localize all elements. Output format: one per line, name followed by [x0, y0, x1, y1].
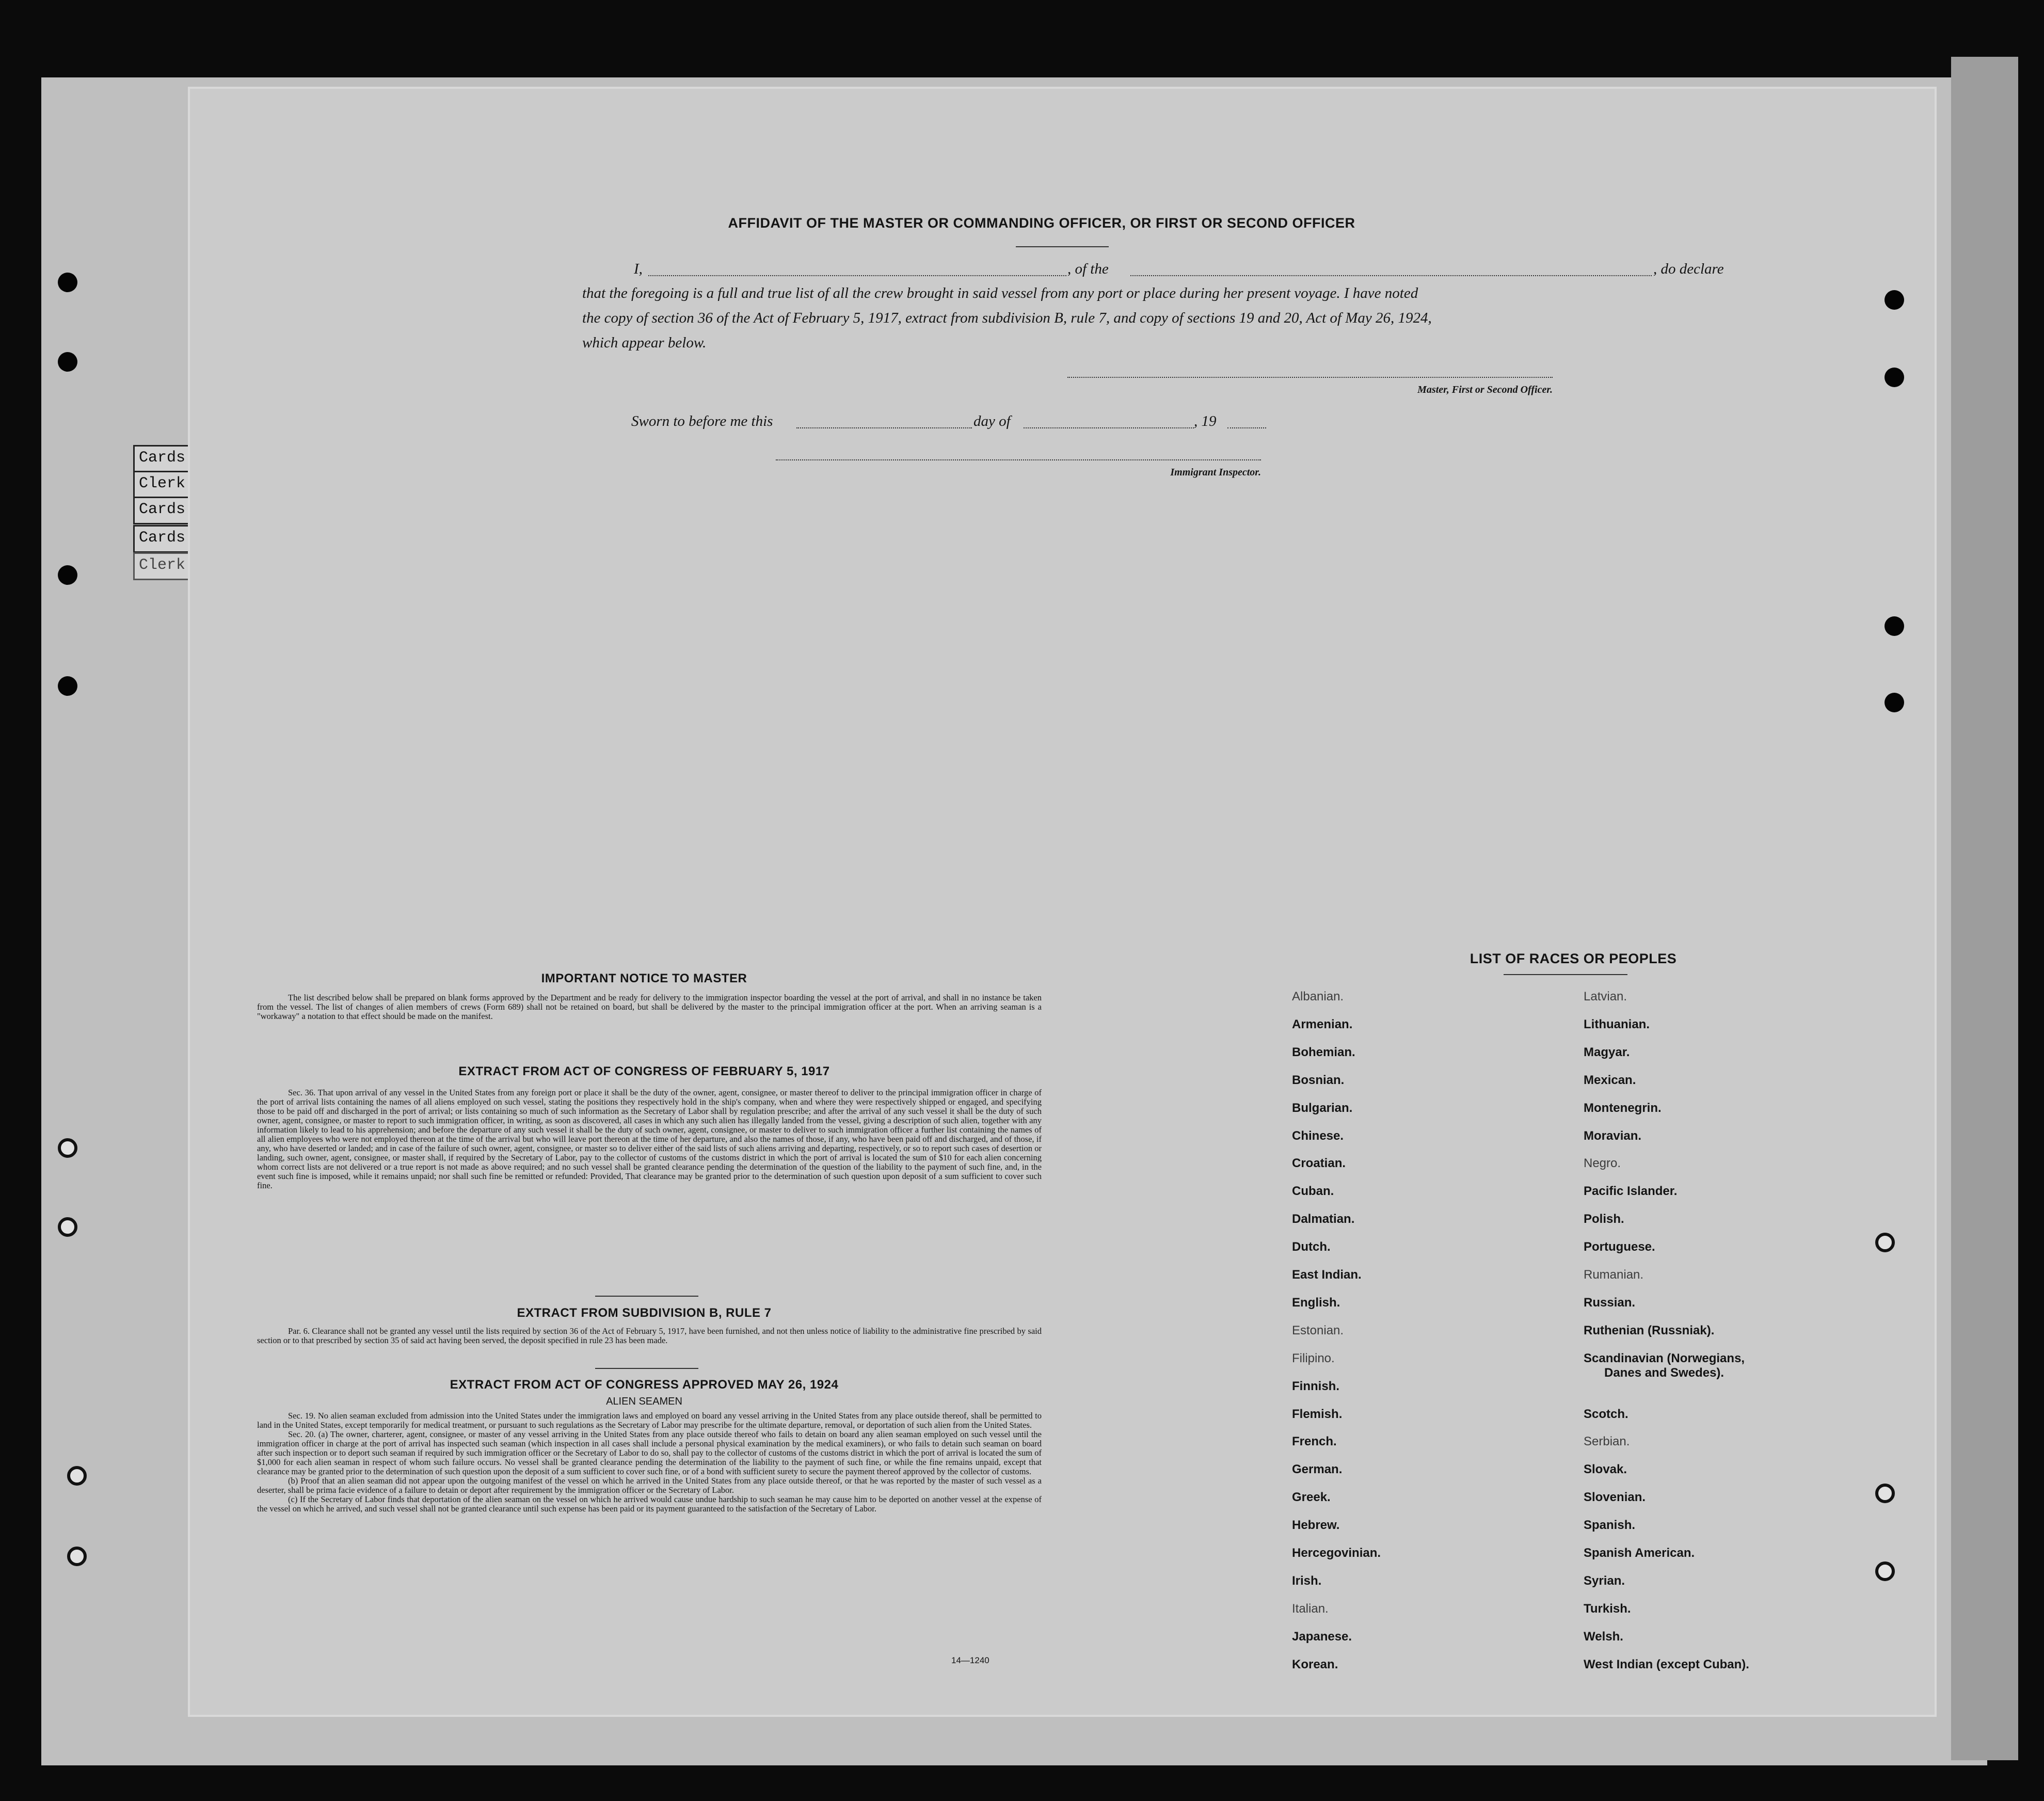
race-item: Welsh. [1584, 1629, 1623, 1644]
race-item-continuation: Danes and Swedes). [1604, 1365, 1724, 1380]
index-tab: Clerk [133, 552, 202, 580]
race-item: Bosnian. [1292, 1073, 1345, 1087]
race-item: Finnish. [1292, 1379, 1339, 1393]
index-tab: Cards [133, 445, 202, 473]
affidavit-text: the copy of section 36 of the Act of February 5, 1917, extract from subdivision B, rule 7, and copy of sections 19 and 20, Act of May 26, 1924, [582, 310, 1432, 326]
vessel-blank [1130, 275, 1652, 276]
race-item: Armenian. [1292, 1017, 1353, 1031]
binder-hole [1875, 1561, 1895, 1581]
extract-1917-text [257, 1088, 1042, 1190]
affidavit-i: I, [634, 261, 643, 277]
race-item: Rumanian. [1584, 1268, 1644, 1282]
race-item: Magyar. [1584, 1045, 1630, 1059]
race-item: Dalmatian. [1292, 1212, 1355, 1226]
binder-hole [58, 676, 77, 696]
master-signature-label: Master, First or Second Officer. [1417, 384, 1553, 395]
race-item: Syrian. [1584, 1573, 1625, 1588]
race-item: Ruthenian (Russniak). [1584, 1323, 1715, 1337]
extract-1924-subtitle: ALIEN SEAMEN [606, 1396, 682, 1407]
race-item: Bohemian. [1292, 1045, 1355, 1059]
binder-hole [58, 273, 77, 292]
binder-hole [58, 1138, 77, 1158]
race-item: German. [1292, 1462, 1343, 1477]
index-tab: Clerk [133, 471, 202, 499]
race-item: Russian. [1584, 1295, 1636, 1310]
notice-paragraph: The list described below shall be prepared on blank forms approved by the Department and be ready for delivery to the immigration inspector boarding the vessel at the port of arrival, and shall in no instance be taken from the vessel. The list of changes of alien members of crews (Form 689) shall not be retained on board, but shall be delivered by the master to the principal immigration officer at the port. When an arriving seaman is a "workaway" a notation to that effect should be made on the manifest. [257, 993, 1042, 1021]
race-item: Moravian. [1584, 1128, 1642, 1143]
section-19-paragraph: Sec. 19. No alien seaman excluded from admission into the United States under the immigration laws and employed on board any vessel arriving in the United States from any place outside thereof, shall be permitted to land in the United States, except temporarily for medical treatment, or pursuant to such regulations as the Secretary of Labor may prescribe for the ultimate departure, removal, or deportation of such alien from the United States. [257, 1411, 1042, 1430]
race-item: Scandinavian (Norwegians, [1584, 1351, 1745, 1365]
form-number: 14—1240 [951, 1655, 989, 1665]
race-item: Montenegrin. [1584, 1101, 1662, 1115]
year-text: , 19 [1194, 413, 1217, 429]
race-item: Filipino. [1292, 1351, 1335, 1365]
race-item: Korean. [1292, 1657, 1338, 1671]
affidavit-text: that the foregoing is a full and true list of all the crew brought in said vessel from any port or place during her present voyage. I have noted [582, 285, 1418, 301]
race-item: Spanish. [1584, 1518, 1636, 1533]
race-item: East Indian. [1292, 1268, 1362, 1282]
extract-1924-title: EXTRACT FROM ACT OF CONGRESS APPROVED MAY 26, 1924 [450, 1378, 839, 1392]
affidavit-title: AFFIDAVIT OF THE MASTER OR COMMANDING OFFICER, OR FIRST OR SECOND OFFICER [728, 215, 1355, 231]
race-item: French. [1292, 1435, 1337, 1449]
master-signature-line [1067, 377, 1553, 378]
race-item: Slovak. [1584, 1462, 1627, 1477]
index-tab: Cards [133, 525, 202, 553]
race-item: Croatian. [1292, 1156, 1346, 1171]
race-item: Mexican. [1584, 1073, 1636, 1087]
binder-hole [58, 565, 77, 585]
race-item: Lithuanian. [1584, 1017, 1650, 1031]
section-20c-paragraph: (c) If the Secretary of Labor finds that deportation of the alien seaman on the vessel on which he arrived would cause undue hardship to such seaman he may cause him to be deported on another vessel at the expense of the vessel on which he arrived, and such vessel shall not be granted clearance until such expense has been paid or its payment guaranteed to the satisfaction of the Secretary of Labor. [257, 1494, 1042, 1513]
day-blank [796, 427, 972, 428]
race-item: Japanese. [1292, 1629, 1352, 1644]
sworn-line [631, 409, 1457, 435]
race-item: Estonian. [1292, 1323, 1344, 1337]
race-item: Chinese. [1292, 1128, 1344, 1143]
race-item: Albanian. [1292, 990, 1344, 1003]
race-item: Pacific Islander. [1584, 1184, 1678, 1199]
index-tab: Cards [133, 497, 202, 524]
race-item: Spanish American. [1584, 1546, 1695, 1560]
extract-1924-text [257, 1411, 1042, 1513]
binder-hole [1885, 290, 1904, 310]
race-item: Cuban. [1292, 1184, 1334, 1199]
notice-text [257, 993, 1042, 1021]
section-20a-paragraph: Sec. 20. (a) The owner, charterer, agent, consignee, or master of any vessel arriving in the United States from any place outside thereof who fails to detain on board any alien seaman employed on such vessel until the immigration officer in charge at the port of arrival has inspected such seaman (which inspection in all cases shall include a personal physical examination by the medical examiners), or who fails to detain such seaman on board after such inspection or to deport such seaman if required by such immigration officer or the Secretary of Labor to do so, shall pay to the collector of customs of the customs district in which the port of arrival is located the sum of $1,000 for each alien seaman in respect of whom such failure occurs. No vessel shall be granted clearance pending the determination of the liability to the payment of such fine, or while the fine remains unpaid, except that clearance may be granted prior to the determination of such question upon the deposit of a sum sufficient to cover such fine, or of a bond with sufficient surety to secure the payment thereof approved by the collector of customs. [257, 1429, 1042, 1476]
binder-hole [67, 1547, 87, 1566]
sworn-text: Sworn to before me this [631, 413, 773, 429]
affidavit-do-declare: , do declare [1653, 261, 1724, 277]
race-item: Turkish. [1584, 1601, 1631, 1616]
extract-rule7-title: EXTRACT FROM SUBDIVISION B, RULE 7 [517, 1306, 772, 1320]
binder-hole [1875, 1233, 1895, 1252]
year-blank [1227, 427, 1266, 428]
month-blank [1024, 427, 1194, 428]
race-item: Portuguese. [1584, 1240, 1655, 1254]
races-title: LIST OF RACES OR PEOPLES [1470, 951, 1677, 966]
race-item: Irish. [1292, 1573, 1322, 1588]
divider [595, 1368, 698, 1369]
race-item: Slovenian. [1584, 1490, 1646, 1505]
divider [1016, 246, 1109, 247]
race-item: Polish. [1584, 1212, 1624, 1226]
binder-hole [1885, 368, 1904, 387]
rule7-paragraph: Par. 6. Clearance shall not be granted any vessel until the lists required by section 36 of the Act of February 5, 1917, have been furnished, and not then unless notice of liability to the administrative fine prescribed by said section or to that prescribed by section 35 of said act having been served, the deposit specified in rule 23 has been made. [257, 1326, 1042, 1345]
manifest-back-page [190, 89, 1935, 1715]
race-item: Greek. [1292, 1490, 1331, 1505]
section-36-paragraph: Sec. 36. That upon arrival of any vessel in the United States from any foreign port or place it shall be the duty of the owner, agent, consignee, or master thereof to deliver to the principal immigration officer in charge of the port of arrival lists containing the names of all aliens employed on such vessel, stating the positions they respectively hold in the ship's company, when and where they were respectively shipped or engaged, and specifying those to be paid off and discharged in the port of arrival; or lists containing so much of such information as the Secretary of Labor shall by regulation prescribe; and after the arrival of any such vessel it shall be the duty of such owner, agent, consignee, or master to report to such immigration officer, in writing, as soon as discovered, all cases in which any such alien has illegally landed from the vessel, giving a description of such alien, together with any information likely to lead to his apprehension; and before the departure of any such vessel it shall be the duty of such owner, agent, consignee, or master to deliver to such immigration officer a further list containing the names of all alien employees who were not employed thereon at the time of the arrival but who will leave port thereon at the time of her departure, and also the names of those, if any, who have been paid off and discharged, and of those, if any, who have deserted or landed; and in case of the failure of such owner, agent, consignee, or master so to deliver either of the said lists of such aliens arriving and departing, respectively, or so to report such cases of desertion or landing, such owner, agent, consignee, or master shall, if required by the Secretary of Labor, pay to the collector of customs of the customs district in which the port of arrival is located the sum of $10 for each alien concerning whom correct lists are not delivered or a true report is not made as above required; and no such vessel shall be granted clearance pending the determination of the question of the liability to the payment of such fine, and, in the event such fine is imposed, while it remains unpaid; nor shall such fine be remitted or refunded: Provided, That clearance may be granted prior to the determination of such question upon deposit of a sum sufficient to cover such fine. [257, 1088, 1042, 1190]
race-item: Latvian. [1584, 990, 1627, 1003]
name-blank [648, 275, 1066, 276]
affidavit-of-the: , of the [1067, 261, 1109, 277]
binder-hole [58, 1217, 77, 1237]
race-item: Hercegovinian. [1292, 1546, 1381, 1560]
affidavit-declaration-line [634, 257, 1744, 281]
binder-hole [58, 352, 77, 372]
race-item: Negro. [1584, 1156, 1621, 1171]
race-item: Italian. [1292, 1601, 1329, 1616]
race-item: Dutch. [1292, 1240, 1331, 1254]
race-item: English. [1292, 1295, 1340, 1310]
inspector-signature-line [776, 459, 1261, 460]
race-item: Serbian. [1584, 1435, 1630, 1449]
extract-1917-title: EXTRACT FROM ACT OF CONGRESS OF FEBRUARY 5, 1917 [458, 1064, 830, 1078]
extract-rule7-text [257, 1327, 1042, 1345]
race-item: Bulgarian. [1292, 1101, 1353, 1115]
inspector-signature-label: Immigrant Inspector. [1170, 467, 1261, 478]
divider [595, 1296, 698, 1297]
binder-hole [67, 1466, 87, 1486]
divider [1504, 974, 1627, 975]
section-20b-paragraph: (b) Proof that an alien seaman did not appear upon the outgoing manifest of the vessel on which he arrived in the United States from any place outside thereof, or that he was reported by the master of such vessel as a deserter, shall be prima facie evidence of a failure to detain or deport after requirement by the immigration officer or the Secretary of Labor. [257, 1476, 1042, 1495]
race-item: Flemish. [1292, 1407, 1343, 1421]
binder-hole [1875, 1484, 1895, 1503]
race-item: West Indian (except Cuban). [1584, 1657, 1749, 1671]
notice-title: IMPORTANT NOTICE TO MASTER [541, 971, 747, 985]
binder-hole [1885, 693, 1904, 712]
affidavit-text: which appear below. [582, 334, 707, 351]
binder-hole [1885, 616, 1904, 636]
day-of-text: day of [973, 413, 1011, 429]
race-item: Scotch. [1584, 1407, 1628, 1421]
race-item: Hebrew. [1292, 1518, 1340, 1533]
page-edge-stack [1951, 57, 2018, 1760]
